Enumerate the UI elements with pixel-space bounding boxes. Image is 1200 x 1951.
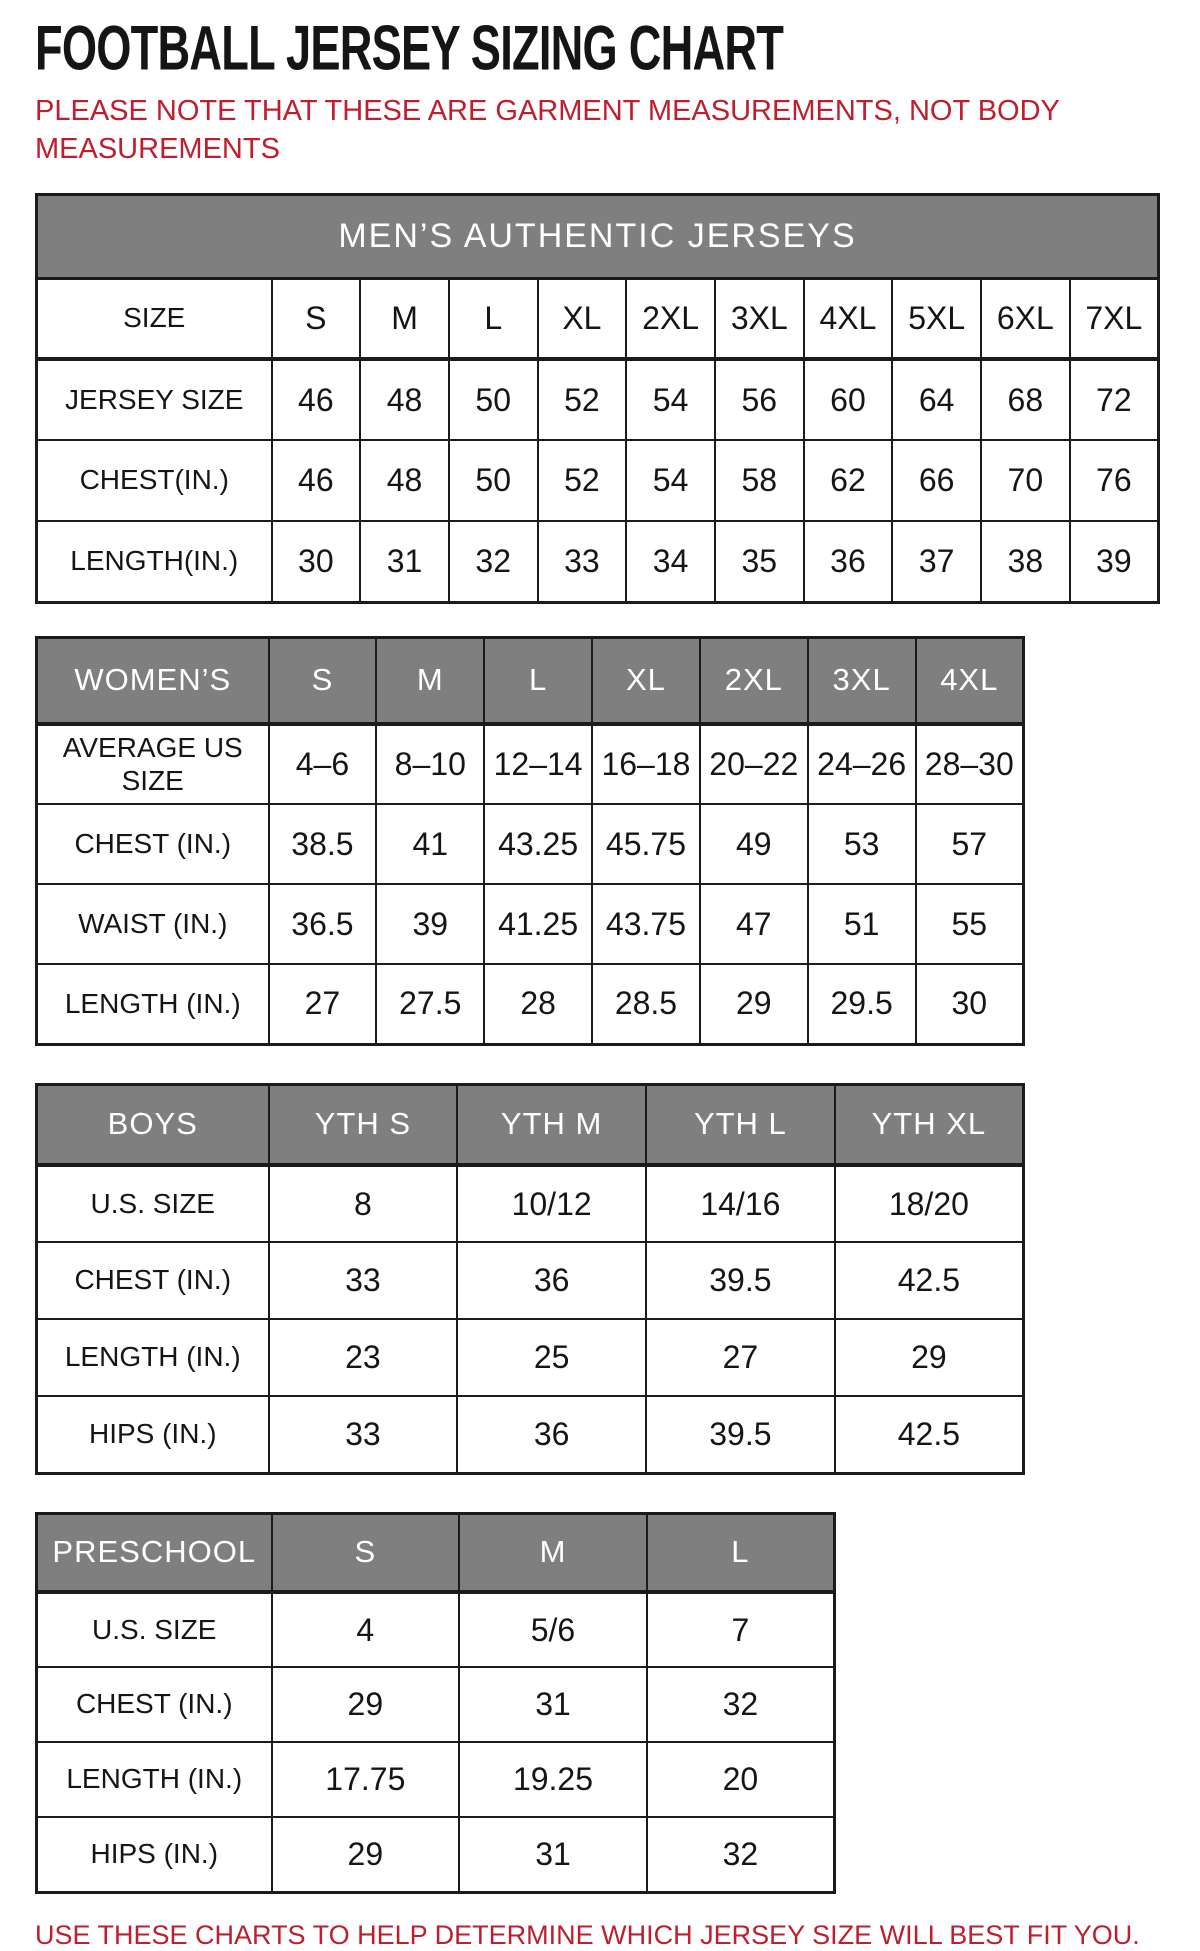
page-title-text: FOOTBALL JERSEY SIZING CHART	[35, 13, 784, 84]
size-value: 29	[272, 1667, 460, 1742]
row-label-average-us-size: AVERAGE US SIZE	[37, 724, 269, 804]
column-header-yth-m: YTH M	[457, 1084, 646, 1165]
preschool-size-table	[35, 1512, 836, 1894]
size-value: 56	[715, 359, 804, 440]
row-label-u-s-size: U.S. SIZE	[37, 1165, 269, 1242]
column-header-3xl: 3XL	[808, 637, 916, 724]
size-value: 46	[272, 359, 361, 440]
size-value: 27.5	[376, 964, 484, 1044]
size-value: 33	[269, 1242, 458, 1319]
size-value: 3XL	[715, 278, 804, 359]
boys-size-table	[35, 1083, 1025, 1475]
size-value: 33	[538, 521, 627, 602]
size-value: 30	[916, 964, 1024, 1044]
mens-row-length-in	[37, 521, 1159, 602]
row-label-chest-in: CHEST(IN.)	[37, 440, 272, 521]
size-value: 38	[981, 521, 1070, 602]
size-value: 54	[626, 440, 715, 521]
size-value: 76	[1070, 440, 1159, 521]
size-value: 49	[700, 804, 808, 884]
size-value: 36	[457, 1242, 646, 1319]
size-value: 39.5	[646, 1396, 835, 1473]
size-value: 30	[272, 521, 361, 602]
size-value: 38.5	[269, 804, 377, 884]
boys-table-section	[35, 1083, 1165, 1475]
size-value: 57	[916, 804, 1024, 884]
preschool-header-label: PRESCHOOL	[37, 1513, 272, 1592]
mens-table-section	[35, 193, 1165, 604]
page-title	[35, 13, 1165, 84]
row-label-length-in: LENGTH (IN.)	[37, 1319, 269, 1396]
row-label-jersey-size: JERSEY SIZE	[37, 359, 272, 440]
size-value: 32	[647, 1667, 835, 1742]
size-value: 43.75	[592, 884, 700, 964]
size-value: 60	[804, 359, 893, 440]
size-value: 2XL	[626, 278, 715, 359]
size-value: 24–26	[808, 724, 916, 804]
size-value: 36.5	[269, 884, 377, 964]
mens-row-jersey-size	[37, 359, 1159, 440]
size-value: 62	[804, 440, 893, 521]
size-value: 39.5	[646, 1242, 835, 1319]
size-value: L	[449, 278, 538, 359]
size-value: 48	[360, 440, 449, 521]
womens-row-length-in	[37, 964, 1024, 1044]
preschool-row-u-s-size	[37, 1592, 835, 1667]
size-value: 51	[808, 884, 916, 964]
size-value: 66	[892, 440, 981, 521]
size-value: 48	[360, 359, 449, 440]
boys-header-label: BOYS	[37, 1084, 269, 1165]
size-value: 25	[457, 1319, 646, 1396]
womens-row-average-us-size	[37, 724, 1024, 804]
row-label-length-in: LENGTH (IN.)	[37, 964, 269, 1044]
size-value: 50	[449, 440, 538, 521]
column-header-m: M	[376, 637, 484, 724]
size-value: 5/6	[459, 1592, 647, 1667]
column-header-yth-xl: YTH XL	[835, 1084, 1024, 1165]
footer-note: USE THESE CHARTS TO HELP DETERMINE WHICH JERSEY SIZE WILL BEST FIT YOU.	[35, 1919, 1140, 1950]
size-value: 27	[269, 964, 377, 1044]
size-value: 53	[808, 804, 916, 884]
size-value: 68	[981, 359, 1070, 440]
size-value: 36	[457, 1396, 646, 1473]
boys-row-chest-in	[37, 1242, 1024, 1319]
column-header-yth-s: YTH S	[269, 1084, 458, 1165]
column-header-yth-l: YTH L	[646, 1084, 835, 1165]
size-value: 17.75	[272, 1742, 460, 1817]
size-value: 47	[700, 884, 808, 964]
size-value: 28	[484, 964, 592, 1044]
womens-row-chest-in	[37, 804, 1024, 884]
size-value: 64	[892, 359, 981, 440]
size-value: 8	[269, 1165, 458, 1242]
column-header-xl: XL	[592, 637, 700, 724]
column-header-m: M	[459, 1513, 647, 1592]
size-value: 41	[376, 804, 484, 884]
size-value: 46	[272, 440, 361, 521]
row-label-length-in: LENGTH(IN.)	[37, 521, 272, 602]
garment-measurements-note: PLEASE NOTE THAT THESE ARE GARMENT MEASUREMENTS, NOT BODY MEASUREMENTS	[35, 95, 1060, 166]
size-value: 4XL	[804, 278, 893, 359]
preschool-row-chest-in	[37, 1667, 835, 1742]
size-value: 8–10	[376, 724, 484, 804]
mens-row-size	[37, 278, 1159, 359]
size-value: 18/20	[835, 1165, 1024, 1242]
size-value: S	[272, 278, 361, 359]
size-value: 37	[892, 521, 981, 602]
row-label-size: SIZE	[37, 278, 272, 359]
size-value: 32	[449, 521, 538, 602]
boys-row-hips-in	[37, 1396, 1024, 1473]
size-value: 36	[804, 521, 893, 602]
size-value: 43.25	[484, 804, 592, 884]
size-value: 14/16	[646, 1165, 835, 1242]
preschool-row-length-in	[37, 1742, 835, 1817]
size-value: 16–18	[592, 724, 700, 804]
size-value: 55	[916, 884, 1024, 964]
boys-row-u-s-size	[37, 1165, 1024, 1242]
size-value: 6XL	[981, 278, 1070, 359]
womens-header-label: WOMEN’S	[37, 637, 269, 724]
mens-row-chest-in	[37, 440, 1159, 521]
row-label-hips-in: HIPS (IN.)	[37, 1396, 269, 1473]
size-value: 4	[272, 1592, 460, 1667]
size-value: 35	[715, 521, 804, 602]
mens-banner: MEN’S AUTHENTIC JERSEYS	[37, 194, 1159, 278]
size-value: 5XL	[892, 278, 981, 359]
size-value: 41.25	[484, 884, 592, 964]
size-value: 54	[626, 359, 715, 440]
size-value: 20	[647, 1742, 835, 1817]
size-value: 39	[376, 884, 484, 964]
size-value: 29	[835, 1319, 1024, 1396]
size-value: 31	[360, 521, 449, 602]
size-value: 31	[459, 1817, 647, 1892]
size-value: 58	[715, 440, 804, 521]
size-value: 32	[647, 1817, 835, 1892]
size-value: 10/12	[457, 1165, 646, 1242]
column-header-s: S	[272, 1513, 460, 1592]
row-label-length-in: LENGTH (IN.)	[37, 1742, 272, 1817]
column-header-s: S	[269, 637, 377, 724]
size-value: 42.5	[835, 1242, 1024, 1319]
boys-row-length-in	[37, 1319, 1024, 1396]
mens-size-table	[35, 193, 1160, 604]
size-value: 28–30	[916, 724, 1024, 804]
size-value: 27	[646, 1319, 835, 1396]
size-value: 52	[538, 440, 627, 521]
size-value: 72	[1070, 359, 1159, 440]
preschool-table-section	[35, 1512, 1165, 1894]
size-value: 23	[269, 1319, 458, 1396]
size-value: 7XL	[1070, 278, 1159, 359]
row-label-hips-in: HIPS (IN.)	[37, 1817, 272, 1892]
size-value: 29	[700, 964, 808, 1044]
size-value: 42.5	[835, 1396, 1024, 1473]
size-value: 50	[449, 359, 538, 440]
preschool-row-hips-in	[37, 1817, 835, 1892]
column-header-2xl: 2XL	[700, 637, 808, 724]
row-label-chest-in: CHEST (IN.)	[37, 804, 269, 884]
row-label-chest-in: CHEST (IN.)	[37, 1667, 272, 1742]
size-value: 52	[538, 359, 627, 440]
size-value: XL	[538, 278, 627, 359]
column-header-l: L	[647, 1513, 835, 1592]
size-value: 34	[626, 521, 715, 602]
size-value: 19.25	[459, 1742, 647, 1817]
size-value: 29	[272, 1817, 460, 1892]
size-value: 39	[1070, 521, 1159, 602]
size-value: 33	[269, 1396, 458, 1473]
size-value: 29.5	[808, 964, 916, 1044]
size-value: 4–6	[269, 724, 377, 804]
row-label-chest-in: CHEST (IN.)	[37, 1242, 269, 1319]
size-value: 45.75	[592, 804, 700, 884]
womens-table-section	[35, 636, 1165, 1046]
column-header-l: L	[484, 637, 592, 724]
womens-row-waist-in	[37, 884, 1024, 964]
size-value: 20–22	[700, 724, 808, 804]
column-header-4xl: 4XL	[916, 637, 1024, 724]
row-label-u-s-size: U.S. SIZE	[37, 1592, 272, 1667]
size-value: M	[360, 278, 449, 359]
size-value: 7	[647, 1592, 835, 1667]
row-label-waist-in: WAIST (IN.)	[37, 884, 269, 964]
size-value: 31	[459, 1667, 647, 1742]
size-value: 28.5	[592, 964, 700, 1044]
size-value: 12–14	[484, 724, 592, 804]
womens-size-table	[35, 636, 1025, 1046]
size-value: 70	[981, 440, 1070, 521]
